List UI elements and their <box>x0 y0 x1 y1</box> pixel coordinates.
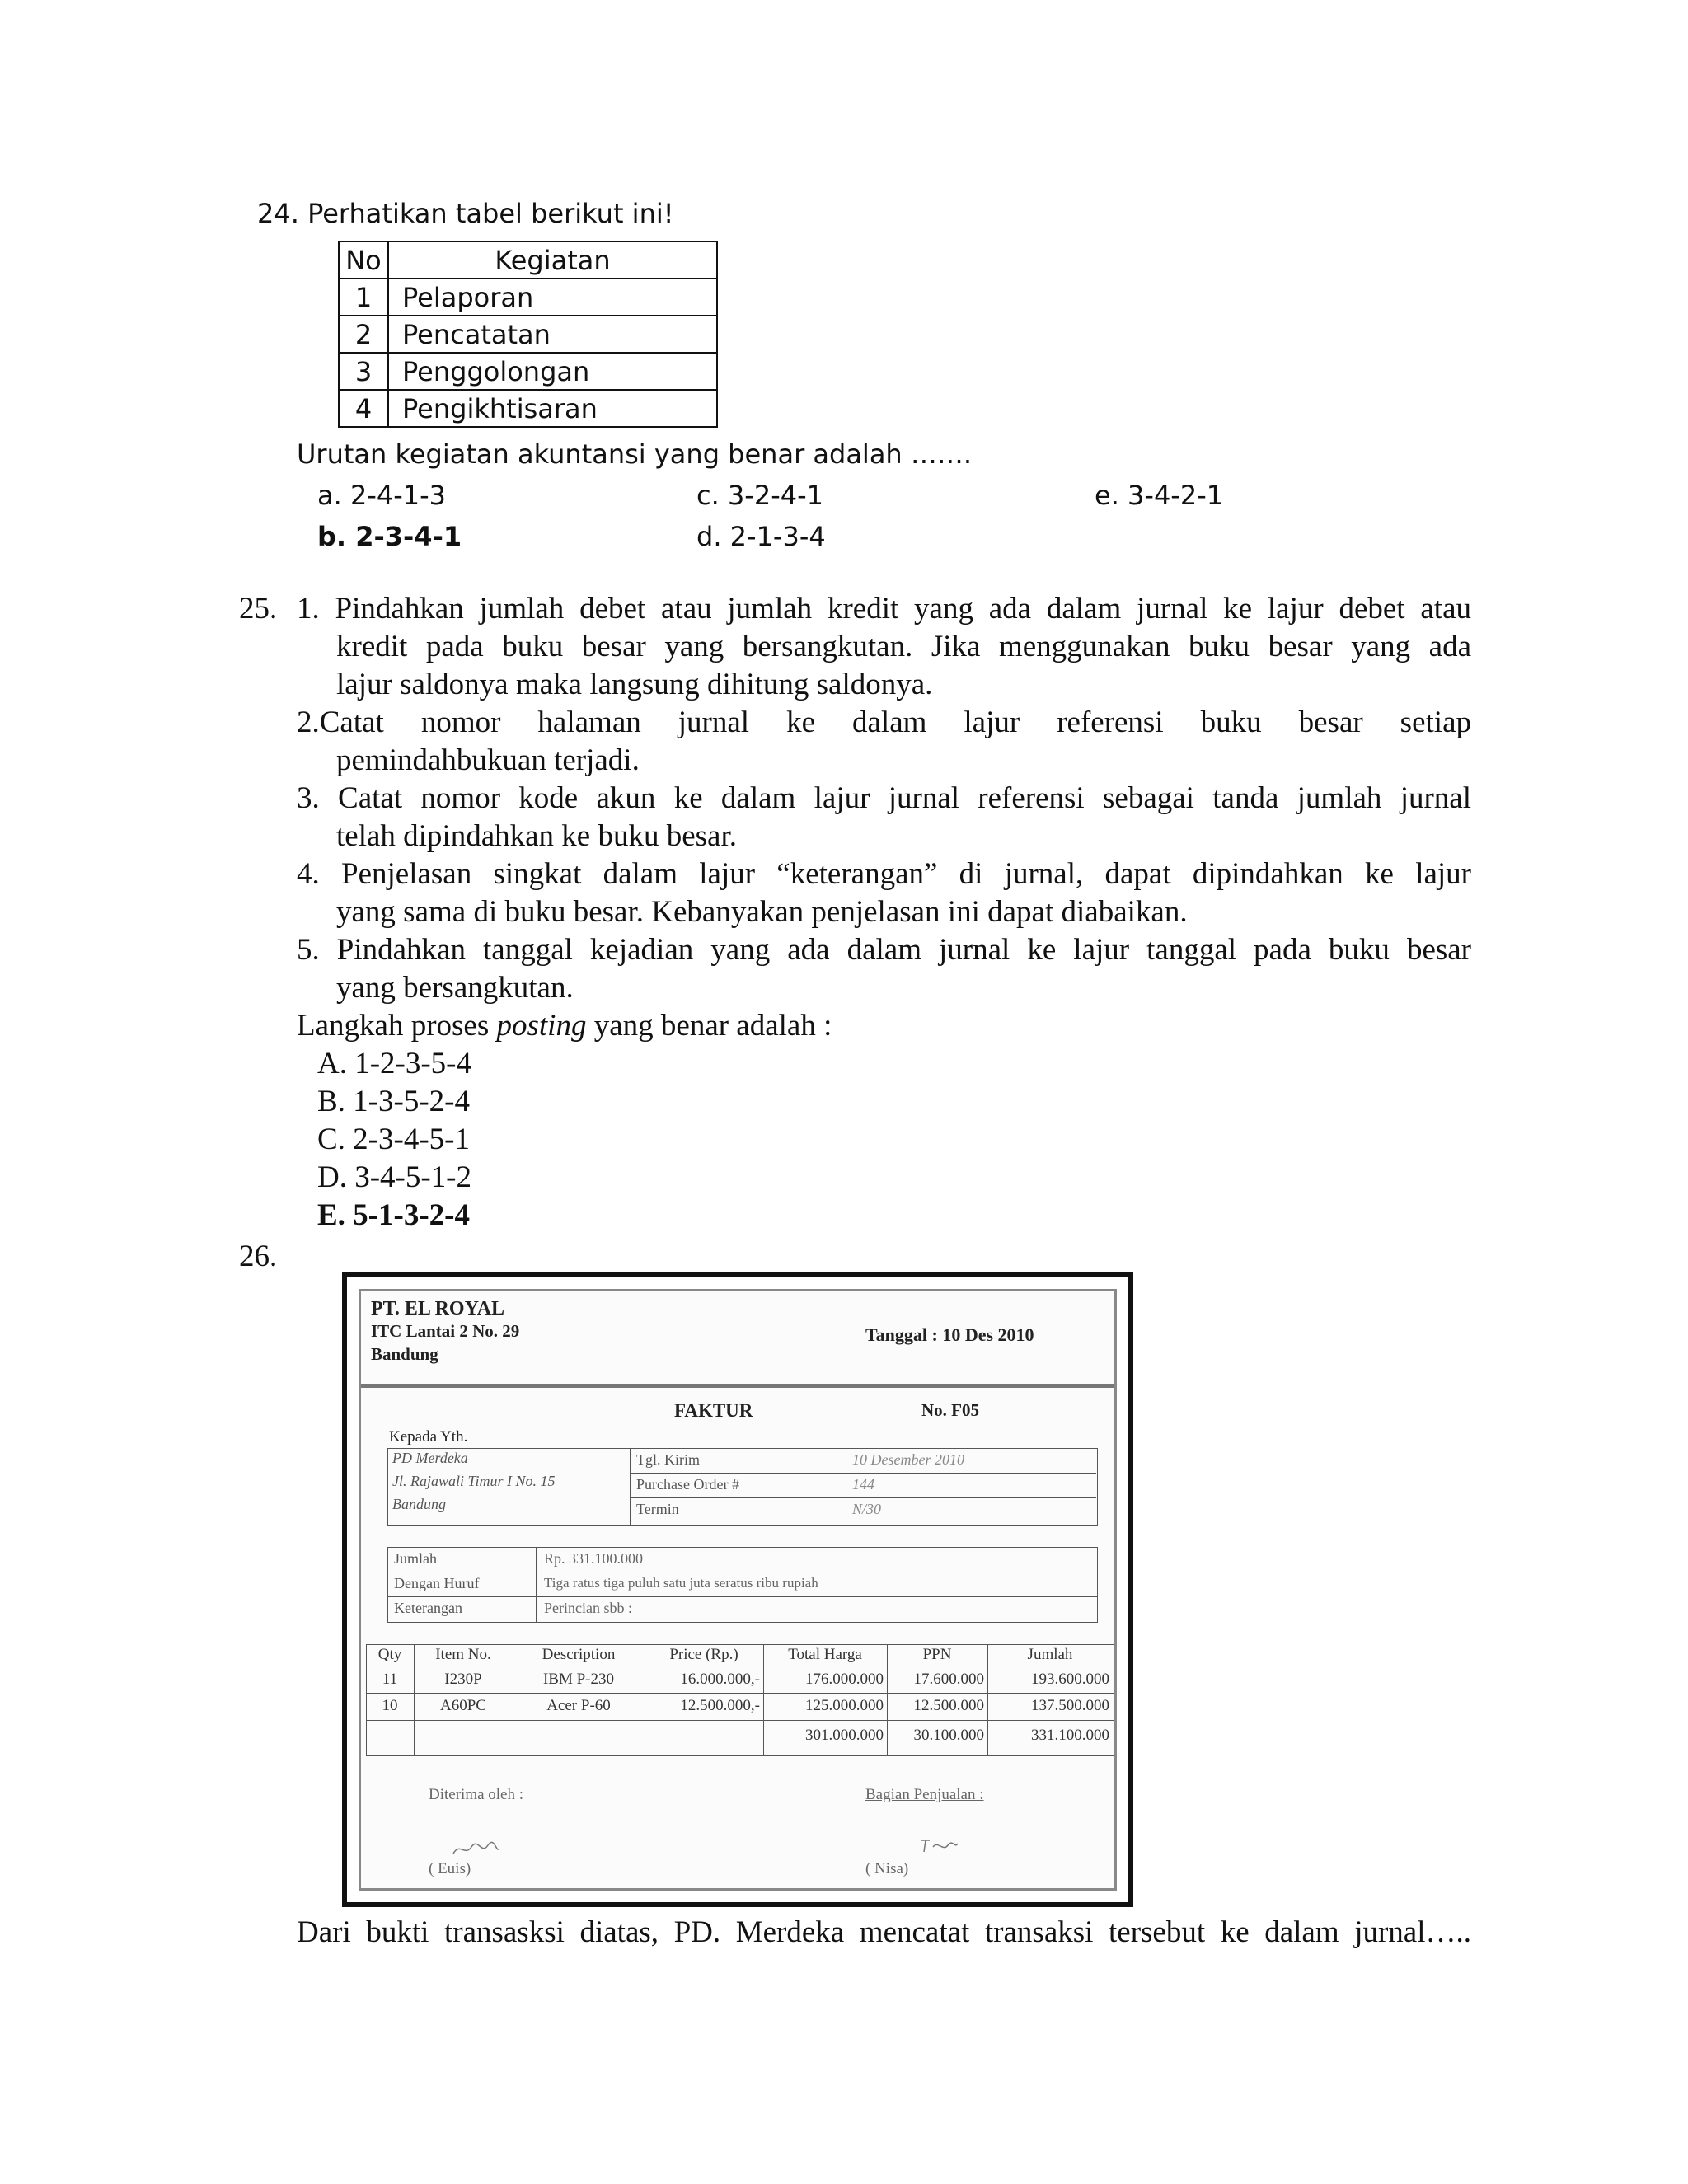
sales-name: ( Nisa) <box>865 1860 909 1877</box>
q25-option-b: B. 1-3-5-2-4 <box>317 1085 470 1118</box>
q25-item-3-line2: telah dipindahkan ke buku besar. <box>336 819 738 853</box>
table-cell-kegiatan: Penggolongan <box>388 353 717 390</box>
invoice-title: FAKTUR <box>674 1400 753 1421</box>
q25-item-2 <box>297 704 1471 780</box>
customer-name: PD Merdeka <box>392 1450 468 1466</box>
col-qty: Qty <box>377 1646 402 1663</box>
table-cell-no: 3 <box>339 353 388 390</box>
to-label: Kepada Yth. <box>389 1428 468 1446</box>
q25-item-4-line2: yang sama di buku besar. Kebanyakan penjelasan ini dapat diabaikan. <box>336 895 1188 929</box>
signature-scribble <box>452 1839 501 1858</box>
items-row-line-2 <box>366 1720 1114 1721</box>
table-cell-kegiatan: Pencatatan <box>388 316 717 353</box>
po-value: 144 <box>852 1476 874 1493</box>
total-jumlah-sum: 331.100.000 <box>1031 1727 1109 1744</box>
row-2-desc: Acer P-60 <box>546 1697 611 1714</box>
col-jumlah: Jumlah <box>1027 1646 1073 1663</box>
remarks-label: Keterangan <box>394 1600 462 1616</box>
po-row-line <box>630 1497 1096 1498</box>
q24-question: Urutan kegiatan akuntansi yang benar adalah ……. <box>297 438 973 470</box>
invoice-address-2: Bandung <box>371 1344 438 1364</box>
customer-divider <box>630 1448 631 1526</box>
amount-divider <box>536 1547 537 1623</box>
q25-item-4-line1: 4. Penjelasan singkat dalam lajur “keterangan” di jurnal, dapat dipindahkan ke lajur <box>297 857 1471 891</box>
table-cell-kegiatan: Pengikhtisaran <box>388 390 717 427</box>
q24-option-d: d. 2-1-3-4 <box>696 521 826 552</box>
q26-question: Dari bukti transasksi diatas, PD. Merdeka mencatat transaksi tersebut ke dalam jurnal….. <box>297 1915 1471 1949</box>
table-cell-kegiatan: Pelaporan <box>388 279 717 316</box>
table-cell-no: 2 <box>339 316 388 353</box>
invoice-company: PT. EL ROYAL <box>371 1298 505 1319</box>
amount-row-line-2 <box>387 1596 1098 1597</box>
term-label: Termin <box>636 1501 679 1517</box>
total-ppn-sum: 30.100.000 <box>913 1727 984 1744</box>
q25-question: Langkah proses posting yang benar adalah : <box>297 1009 832 1043</box>
q25-item-5-line2: yang bersangkutan. <box>336 971 574 1005</box>
header-divider <box>361 1384 1114 1388</box>
q25-item-3-line1: 3. Catat nomor kode akun ke dalam lajur jurnal referensi sebagai tanda jumlah jurnal <box>297 781 1472 815</box>
q25-option-c: C. 2-3-4-5-1 <box>317 1122 470 1156</box>
col-price: Price (Rp.) <box>669 1646 738 1663</box>
q24-option-b: b. 2-3-4-1 <box>317 521 462 552</box>
row-1-price: 16.000.000,- <box>680 1671 760 1688</box>
row-1-qty: 11 <box>382 1671 398 1688</box>
table-cell-no: 1 <box>339 279 388 316</box>
q25-item-2-line2: pemindahbukuan terjadi. <box>336 743 640 777</box>
table-row <box>339 353 717 390</box>
q24-option-e: e. 3-4-2-1 <box>1095 480 1224 511</box>
amount-label: Jumlah <box>394 1550 437 1567</box>
invoice-date: Tanggal : 10 Des 2010 <box>865 1324 1034 1345</box>
row-2-ppn: 12.500.000 <box>913 1697 984 1714</box>
invoice-number: No. F05 <box>921 1400 979 1420</box>
table-header-kegiatan: Kegiatan <box>388 241 717 279</box>
total-harga-sum: 301.000.000 <box>805 1727 884 1744</box>
q25-option-d: D. 3-4-5-1-2 <box>317 1160 472 1194</box>
col-item-no: Item No. <box>435 1646 491 1663</box>
table-header-no: No <box>339 241 388 279</box>
amount-value: Rp. 331.100.000 <box>544 1550 644 1567</box>
q24-option-c: c. 3-2-4-1 <box>696 480 824 511</box>
row-2-price: 12.500.000,- <box>680 1697 760 1714</box>
col-description: Description <box>542 1646 616 1663</box>
invoice-image <box>342 1272 1133 1907</box>
row-1-ppn: 17.600.000 <box>913 1671 984 1688</box>
invoice <box>359 1289 1117 1891</box>
activity-table <box>338 241 718 428</box>
q25-item-5 <box>297 931 1471 1007</box>
row-2-item: A60PC <box>440 1697 486 1714</box>
row-2-qty: 10 <box>382 1697 398 1714</box>
q25-option-e: E. 5-1-3-2-4 <box>317 1198 470 1232</box>
table-header-row <box>339 241 717 279</box>
q25-item-3 <box>297 780 1471 855</box>
q24-option-a: a. 2-4-1-3 <box>317 480 447 511</box>
ship-row-line <box>630 1473 1096 1474</box>
table-row <box>339 279 717 316</box>
amount-words-label: Dengan Huruf <box>394 1575 480 1591</box>
table-row <box>339 316 717 353</box>
col-total: Total Harga <box>788 1646 862 1663</box>
q25-item-4 <box>297 855 1471 931</box>
row-2-jumlah: 137.500.000 <box>1031 1697 1109 1714</box>
received-signature <box>452 1839 501 1863</box>
q26-number: 26. <box>239 1240 278 1273</box>
term-value: N/30 <box>852 1501 882 1517</box>
table-cell-no: 4 <box>339 390 388 427</box>
q25-item-1-line2: kredit pada buku besar yang bersangkutan. Jika menggunakan buku besar yang ada <box>336 630 1471 663</box>
items-row-line <box>366 1693 1114 1694</box>
invoice-address-1: ITC Lantai 2 No. 29 <box>371 1321 520 1341</box>
q25-number: 25. <box>239 592 278 626</box>
ship-date-value: 10 Desember 2010 <box>852 1451 964 1468</box>
q25-option-a: A. 1-2-3-5-4 <box>317 1047 472 1080</box>
po-label: Purchase Order # <box>636 1476 739 1493</box>
q25-item-2-line1: 2.Catat nomor halaman jurnal ke dalam lajur referensi buku besar setiap <box>297 705 1471 739</box>
row-1-item: I230P <box>444 1671 482 1688</box>
amount-words-value: Tiga ratus tiga puluh satu juta seratus ribu rupiah <box>544 1575 818 1591</box>
received-by-label: Diterima oleh : <box>429 1786 524 1803</box>
row-2-total: 125.000.000 <box>805 1697 884 1714</box>
q25-item-1-line1: 1. Pindahkan jumlah debet atau jumlah kredit yang ada dalam jurnal ke lajur debet atau <box>297 592 1472 626</box>
row-1-total: 176.000.000 <box>805 1671 884 1688</box>
q25-item-5-line1: 5. Pindahkan tanggal kejadian yang ada dalam jurnal ke lajur tanggal pada buku besar <box>297 933 1472 967</box>
col-ppn: PPN <box>922 1646 952 1663</box>
table-row <box>339 390 717 427</box>
customer-city: Bandung <box>392 1496 446 1512</box>
q25-item-1 <box>297 590 1471 704</box>
ship-date-label: Tgl. Kirim <box>636 1451 700 1468</box>
received-name: ( Euis) <box>429 1860 471 1877</box>
q25-item-1-line3: lajur saldonya maka langsung dihitung saldonya. <box>336 668 933 701</box>
q24-intro: 24. Perhatikan tabel berikut ini! <box>257 198 674 229</box>
sales-dept-label: Bagian Penjualan : <box>865 1786 984 1803</box>
remarks-value: Perincian sbb : <box>544 1600 632 1616</box>
customer-address: Jl. Rajawali Timur I No. 15 <box>392 1473 556 1489</box>
row-1-desc: IBM P-230 <box>542 1671 615 1688</box>
row-1-jumlah: 193.600.000 <box>1031 1671 1109 1688</box>
sales-signature <box>918 1835 959 1859</box>
signature-scribble <box>918 1835 959 1855</box>
